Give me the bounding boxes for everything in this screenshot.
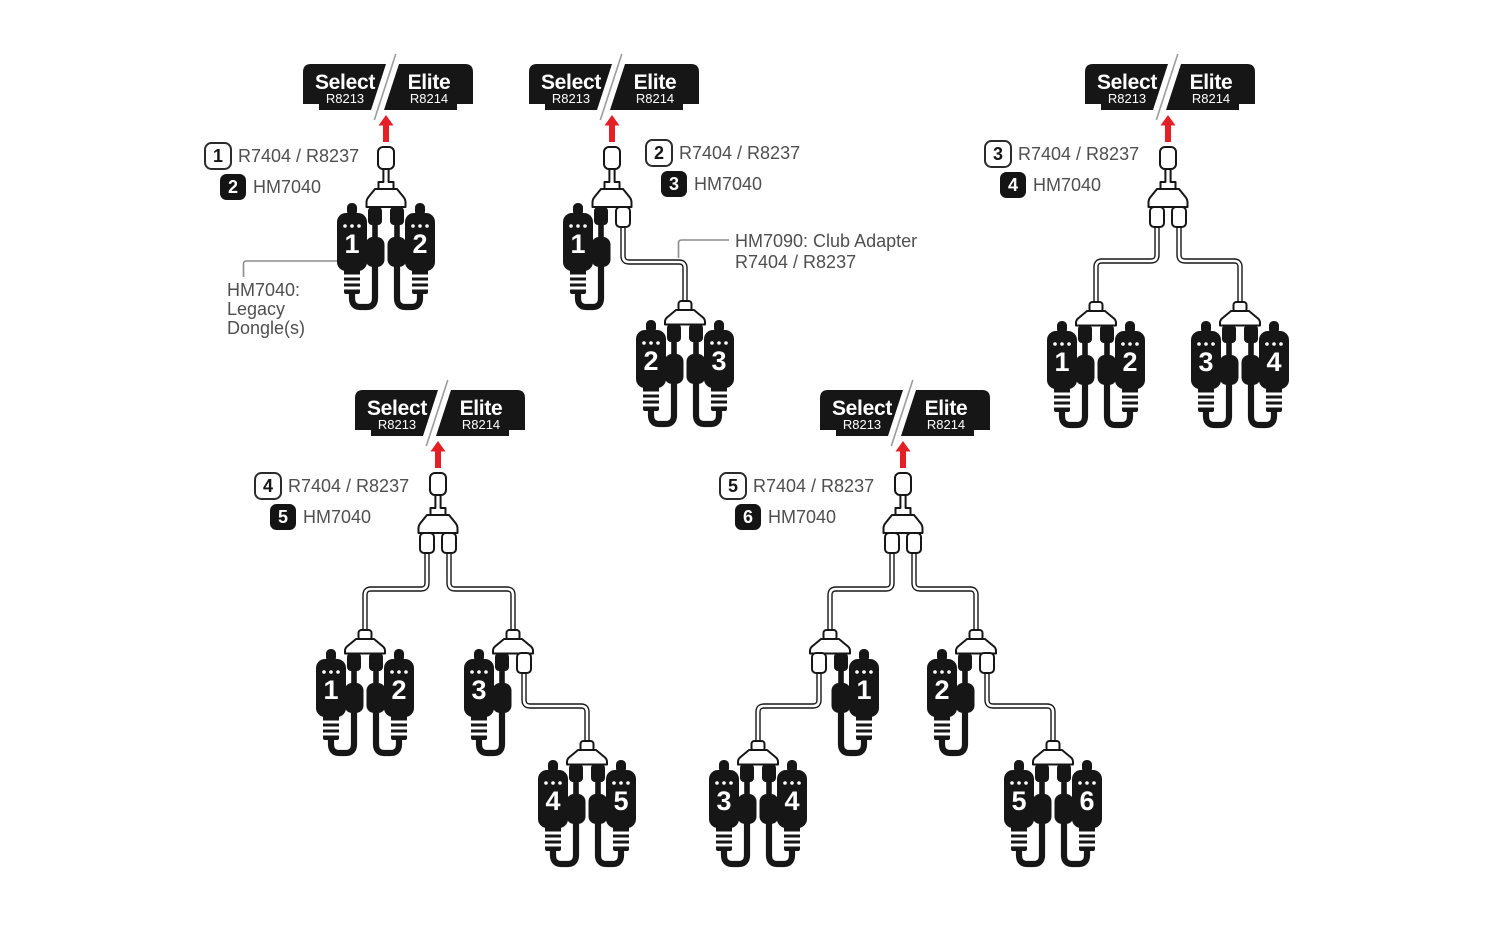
badge-elite-model: R8214 [635, 91, 675, 106]
dongle-number: 1 [1054, 347, 1070, 377]
dongle-unit [367, 649, 415, 753]
legend-number: 2 [653, 143, 665, 163]
diagram-4 [255, 380, 636, 864]
dongle-number: 3 [471, 675, 487, 705]
main-adapter [419, 473, 458, 533]
club-cable [623, 223, 685, 304]
badge-select-label: Select [1096, 71, 1158, 94]
badge-elite-label: Elite [924, 397, 968, 420]
receiver-badge [355, 380, 525, 446]
legend-label: R7404 / R8237 [238, 146, 360, 166]
club-cable [987, 671, 1053, 744]
legend-item [205, 143, 359, 169]
legend-label: HM7040 [694, 174, 763, 194]
y-adapter [1033, 741, 1073, 765]
y-adapter [345, 630, 385, 654]
legend-item [270, 504, 371, 530]
legend-item [255, 473, 409, 499]
cable-plug [420, 533, 434, 553]
cable-plug [1150, 207, 1164, 227]
legend-label: R7404 / R8237 [1018, 144, 1140, 164]
legend-item [1000, 172, 1101, 198]
legend-number: 1 [212, 146, 224, 166]
splitter-cable-core [1096, 225, 1157, 305]
cable-plug [1172, 207, 1186, 227]
annotation-leader-line [679, 240, 730, 258]
legend-label: R7404 / R8237 [753, 476, 875, 496]
dongle-number: 4 [1266, 347, 1282, 377]
main-adapter [593, 147, 632, 207]
legend-item [720, 473, 874, 499]
splitter-cable-core [449, 551, 513, 633]
splitter-cable [830, 551, 892, 633]
y-adapter [738, 741, 778, 765]
dongle-unit [1242, 321, 1290, 425]
badge-select-label: Select [366, 397, 428, 420]
badge-select-label: Select [314, 71, 376, 94]
legend-number: 5 [277, 507, 289, 527]
badge-select-model: R8213 [551, 91, 591, 106]
dongle-number: 3 [716, 786, 732, 816]
cable-plug [442, 533, 456, 553]
main-adapter [1149, 147, 1188, 207]
splitter-cable-core [914, 551, 976, 633]
main-adapter [884, 473, 923, 533]
dongle-unit [760, 760, 808, 864]
up-arrow-icon [896, 441, 911, 468]
legend-item [661, 171, 762, 197]
splitter-cable [1179, 225, 1240, 305]
dongle-number: 1 [323, 675, 339, 705]
annotation-leader-line [244, 261, 338, 277]
up-arrow-icon [605, 115, 620, 142]
badge-elite-label: Elite [1189, 71, 1233, 94]
y-adapter [956, 630, 996, 654]
splitter-cable [449, 551, 513, 633]
cable-plug [517, 653, 531, 673]
up-arrow-icon [431, 441, 446, 468]
up-arrow-icon [1161, 115, 1176, 142]
dongle-number: 2 [391, 675, 407, 705]
dongle-number: 4 [545, 786, 561, 816]
dongle-number: 2 [934, 675, 950, 705]
main-adapter [367, 147, 406, 207]
legend-number: 5 [727, 476, 739, 496]
annotation-text: HM7040: [227, 280, 301, 300]
badge-select-label: Select [831, 397, 893, 420]
legend-label: HM7040 [1033, 175, 1102, 195]
dongle-number: 3 [711, 346, 727, 376]
badge-elite-label: Elite [633, 71, 677, 94]
y-adapter [1220, 302, 1260, 326]
legend-item [646, 140, 800, 166]
cable-plug [616, 207, 630, 227]
annotation-text: HM7090: Club Adapter [735, 231, 918, 251]
club-cable [758, 671, 819, 744]
diagram-5 [709, 380, 1102, 864]
y-adapter [810, 630, 850, 654]
receiver-badge [529, 54, 699, 120]
dongle-number: 4 [784, 786, 800, 816]
annotation-text: Dongle(s) [227, 318, 306, 338]
legend-number: 4 [262, 476, 274, 496]
legend-label: HM7040 [768, 507, 837, 527]
annotation-text: Legacy [227, 299, 286, 319]
receiver-badge [1085, 54, 1255, 120]
dongle-unit [388, 203, 436, 307]
legend-number: 6 [742, 507, 754, 527]
receiver-badge [820, 380, 990, 446]
legend-item [220, 174, 321, 200]
diagram-1 [205, 54, 473, 338]
badge-elite-model: R8214 [1191, 91, 1231, 106]
dongle-number: 2 [643, 346, 659, 376]
dongle-unit [1098, 321, 1146, 425]
dongle-unit [589, 760, 637, 864]
dongle-number: 5 [1011, 786, 1027, 816]
dongle-unit [1055, 760, 1103, 864]
legend-label: HM7040 [253, 177, 322, 197]
receiver-badge [303, 54, 473, 120]
club-cable [524, 671, 587, 744]
splitter-cable [365, 551, 427, 633]
splitter-cable-core [830, 551, 892, 633]
legend-label: HM7040 [303, 507, 372, 527]
badge-select-model: R8213 [1107, 91, 1147, 106]
legend-item [735, 504, 836, 530]
diagram-3 [985, 54, 1289, 425]
cable-plug [907, 533, 921, 553]
dongle-number: 6 [1079, 786, 1095, 816]
cable-plug [812, 653, 826, 673]
dongle-unit [832, 649, 880, 753]
dongle-number: 2 [412, 229, 428, 259]
y-adapter [493, 630, 533, 654]
splitter-cable [1096, 225, 1157, 305]
cable-plug [885, 533, 899, 553]
y-adapter [567, 741, 607, 765]
annotation-text: R7404 / R8237 [735, 252, 857, 272]
y-adapter [1076, 302, 1116, 326]
splitter-cable-core [1179, 225, 1240, 305]
splitter-cable [914, 551, 976, 633]
legend-number: 2 [227, 177, 239, 197]
badge-elite-model: R8214 [461, 417, 501, 432]
dongle-number: 1 [570, 229, 586, 259]
cable-plug [980, 653, 994, 673]
badge-elite-model: R8214 [409, 91, 449, 106]
legend-label: R7404 / R8237 [288, 476, 410, 496]
badge-select-label: Select [540, 71, 602, 94]
splitter-cable-core [365, 551, 427, 633]
badge-select-model: R8213 [325, 91, 365, 106]
dongle-number: 1 [344, 229, 360, 259]
diagram-2 [529, 54, 917, 424]
dongle-number: 3 [1198, 347, 1214, 377]
badge-select-model: R8213 [377, 417, 417, 432]
legend-label: R7404 / R8237 [679, 143, 801, 163]
dongle-number: 2 [1122, 347, 1138, 377]
badge-elite-model: R8214 [926, 417, 966, 432]
badge-select-model: R8213 [842, 417, 882, 432]
dongle-number: 5 [613, 786, 629, 816]
legend-number: 3 [992, 144, 1004, 164]
dongle-number: 1 [856, 675, 872, 705]
legend-item [985, 141, 1139, 167]
y-adapter [665, 301, 705, 325]
badge-elite-label: Elite [407, 71, 451, 94]
legend-number: 3 [668, 174, 680, 194]
dongle-unit [687, 320, 735, 424]
legend-number: 4 [1007, 175, 1019, 195]
up-arrow-icon [379, 115, 394, 142]
badge-elite-label: Elite [459, 397, 503, 420]
